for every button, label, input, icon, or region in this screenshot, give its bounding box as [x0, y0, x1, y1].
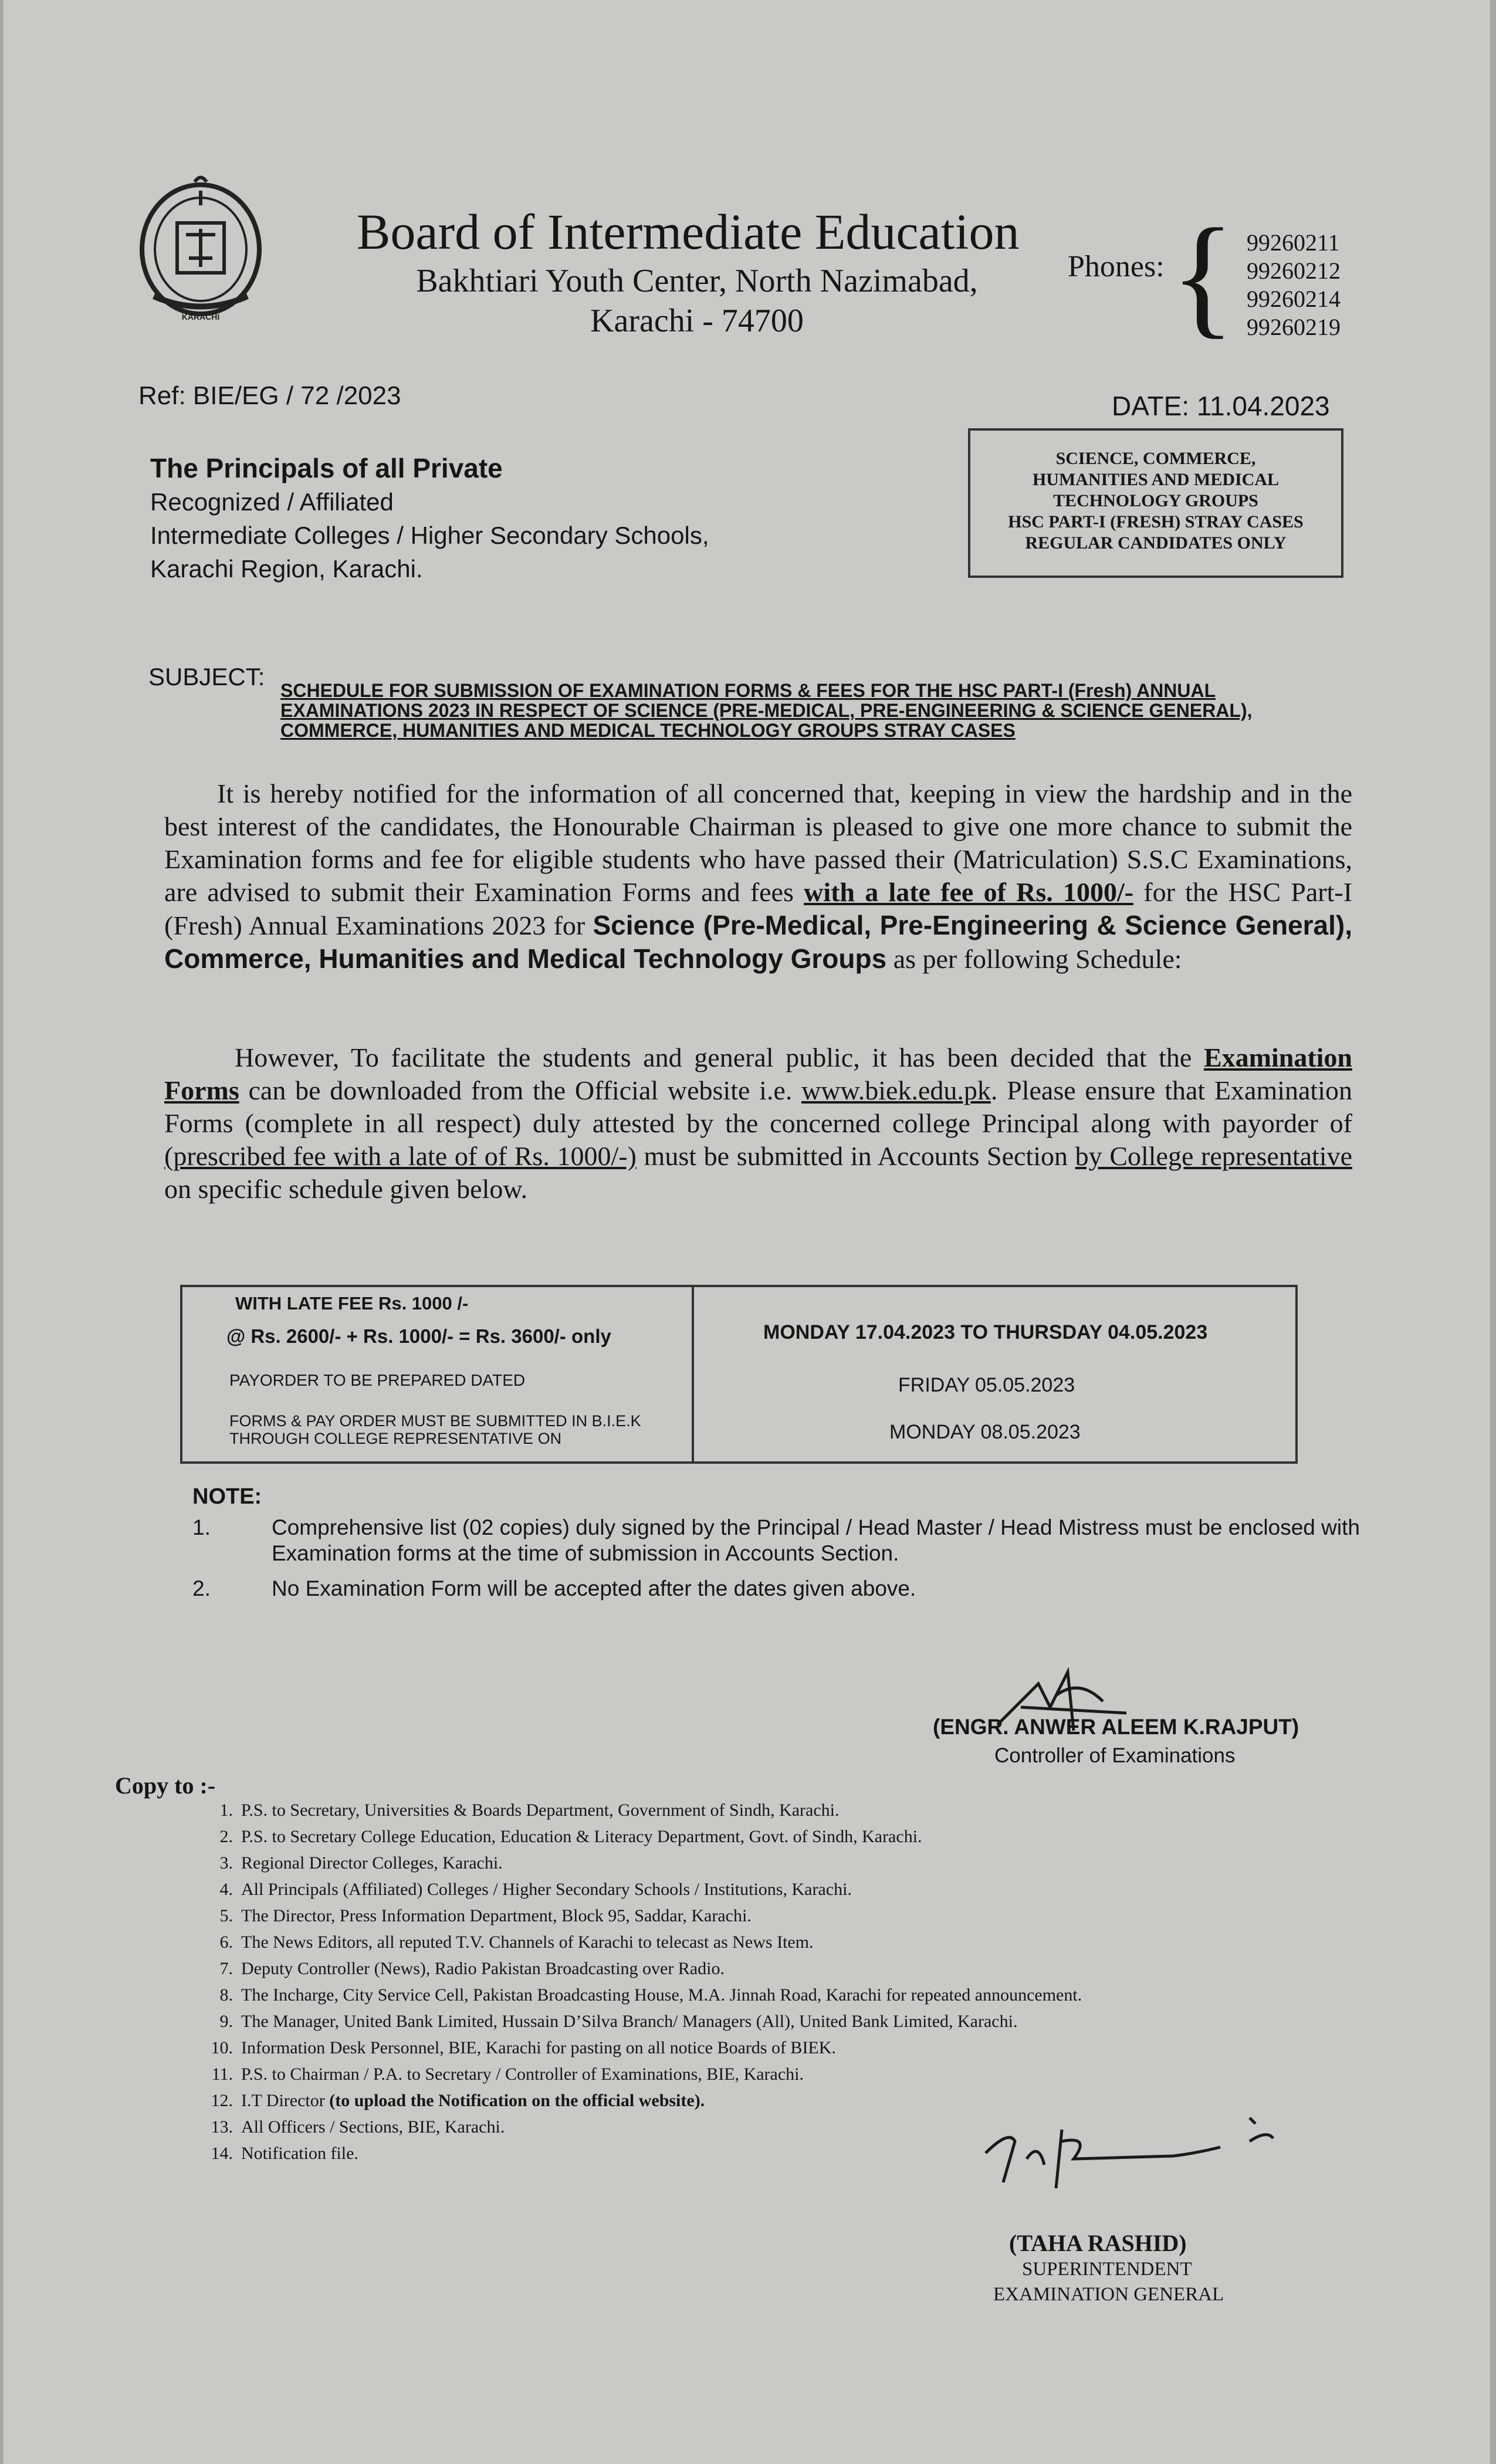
- superintendent-department: EXAMINATION GENERAL: [993, 2284, 1224, 2305]
- item-number: 5.: [219, 1906, 233, 1925]
- item-text: The News Editors, all reputed T.V. Channels of Karachi to telecast as News Item.: [241, 1932, 814, 1952]
- category-line: REGULAR CANDIDATES ONLY: [1025, 533, 1287, 553]
- superintendent-name: (TAHA RASHID): [1009, 2230, 1187, 2256]
- item-text: Regional Director Colleges, Karachi.: [241, 1853, 503, 1873]
- item-text: The Manager, United Bank Limited, Hussain D’Silva Branch/ Managers (All), United Bank Limited, Karachi.: [241, 2012, 1018, 2031]
- subject-label: SUBJECT:: [148, 663, 265, 691]
- scan-edge-left: [0, 0, 4, 2464]
- phone-number: 99260214: [1247, 286, 1341, 312]
- submit-label: [229, 1412, 641, 1447]
- seal-text: KARACHI: [181, 312, 220, 321]
- list-item: [202, 1876, 1082, 1903]
- note-text: Comprehensive list (02 copies) duly signed by the Principal / Head Master / Head Mistress must be enclosed with Examination forms at the time of submission in Accounts Section.: [272, 1515, 1360, 1565]
- item-number: 1.: [219, 1800, 233, 1820]
- fee-calculation: @ Rs. 2600/- + Rs. 1000/- = Rs. 3600/- only: [226, 1325, 611, 1347]
- para2-text: . Please ensure that Examination Forms (complete in all respect) duly attested by the concerned college Principal along with payorder of: [164, 1075, 1352, 1138]
- para1-text: for the HSC Part-I (Fresh) Annual Examinations 2023 for: [164, 877, 1353, 940]
- addressee-line-4: Karachi Region, Karachi.: [150, 555, 423, 583]
- item-number: 7.: [219, 1959, 233, 1978]
- list-item: [202, 1797, 1082, 1823]
- phone-number: 99260212: [1247, 258, 1341, 284]
- list-item: [202, 2114, 1082, 2140]
- item-number: 4.: [219, 1880, 233, 1899]
- item-number: 3.: [219, 1853, 233, 1873]
- groups-text: Science (Pre-Medical, Pre-Engineering & Science General), Commerce, Humanities and Medical Technology Groups: [164, 910, 1352, 974]
- late-fee-text: with a late fee of Rs. 1000/-: [804, 877, 1134, 907]
- board-name: Board of Intermediate Education: [357, 204, 1020, 260]
- superintendent-signature: [974, 2106, 1279, 2206]
- item-text: The Incharge, City Service Cell, Pakistan Broadcasting House, M.A. Jinnah Road, Karachi for repeated announcement.: [241, 1985, 1082, 2005]
- list-item: [202, 1982, 1082, 2008]
- addressee-line-2: Recognized / Affiliated: [150, 488, 394, 516]
- list-item: [202, 2061, 1082, 2087]
- address-line-1: Bakhtiari Youth Center, North Nazimabad,: [416, 263, 978, 299]
- prescribed-fee-text: (prescribed fee with a late of of Rs. 1000/-): [164, 1141, 637, 1171]
- item-text: P.S. to Secretary, Universities & Boards Department, Government of Sindh, Karachi.: [241, 1800, 840, 1820]
- phone-number: 99260219: [1247, 314, 1341, 340]
- para2-text: on specific schedule given below.: [164, 1174, 528, 1204]
- examination-forms-text: Examination Forms: [164, 1043, 1352, 1105]
- item-number: 14.: [211, 2144, 233, 2163]
- list-item: [202, 1903, 1082, 1929]
- submit-date: MONDAY 08.05.2023: [889, 1421, 1081, 1443]
- fee-title: WITH LATE FEE Rs. 1000 /-: [235, 1293, 469, 1314]
- category-line: HSC PART-I (FRESH) STRAY CASES: [1008, 512, 1304, 532]
- item-number: 9.: [219, 2012, 233, 2031]
- list-item: [202, 2008, 1082, 2035]
- item-text: Notification file.: [241, 2144, 358, 2163]
- note-number: 1.: [192, 1515, 211, 1539]
- item-text: All Principals (Affiliated) Colleges / Higher Secondary Schools / Institutions, Karachi.: [241, 1880, 852, 1899]
- category-line: TECHNOLOGY GROUPS: [1053, 491, 1258, 510]
- controller-name: (ENGR. ANWER ALEEM K.RAJPUT): [933, 1715, 1299, 1739]
- phones-brace: {: [1170, 201, 1236, 350]
- para2-text: However, To facilitate the students and general public, it has been decided that the: [235, 1043, 1204, 1072]
- category-line: SCIENCE, COMMERCE,: [1055, 449, 1256, 468]
- submit-label-line: THROUGH COLLEGE REPRESENTATIVE ON: [229, 1430, 562, 1447]
- item-text: P.S. to Chairman / P.A. to Secretary / Controller of Examinations, BIE, Karachi.: [241, 2064, 804, 2084]
- fee-period: MONDAY 17.04.2023 TO THURSDAY 04.05.2023: [763, 1321, 1208, 1343]
- item-number: 8.: [219, 1985, 233, 2005]
- item-number: 10.: [211, 2038, 233, 2057]
- body-paragraph-1: [164, 777, 1352, 976]
- letter-date: DATE: 11.04.2023: [1112, 391, 1330, 421]
- payorder-date: FRIDAY 05.05.2023: [898, 1374, 1075, 1396]
- list-item: [202, 2140, 1082, 2167]
- item-number: 6.: [219, 1932, 233, 1952]
- list-item: [202, 1850, 1082, 1876]
- superintendent-title: SUPERINTENDENT: [1022, 2259, 1192, 2280]
- item-text: Information Desk Personnel, BIE, Karachi for pasting on all notice Boards of BIEK.: [241, 2038, 836, 2057]
- website-link[interactable]: www.biek.edu.pk: [801, 1075, 991, 1105]
- table-divider: [692, 1287, 694, 1461]
- item-text: I.T Director: [241, 2091, 330, 2110]
- board-seal-logo: [130, 170, 271, 323]
- para2-text: can be downloaded from the Official website i.e.: [239, 1075, 802, 1105]
- addressee-block: [150, 452, 709, 585]
- item-number: 13.: [211, 2117, 233, 2137]
- note-number: 2.: [192, 1576, 211, 1600]
- list-item: [202, 1823, 1082, 1850]
- college-rep-text: by College representative: [1075, 1141, 1352, 1171]
- item-number: 2.: [219, 1827, 233, 1846]
- note-item: [192, 1576, 1360, 1602]
- list-item: [202, 2087, 1082, 2114]
- phone-number: 99260211: [1247, 229, 1340, 256]
- item-number: 12.: [211, 2091, 233, 2110]
- phone-numbers: [1247, 229, 1341, 341]
- note-heading: NOTE:: [192, 1484, 262, 1509]
- phones-label: Phones:: [1068, 250, 1165, 283]
- addressee-line-3: Intermediate Colleges / Higher Secondary Schools,: [150, 522, 709, 549]
- board-address: [392, 261, 1002, 341]
- list-item: [202, 1955, 1082, 1982]
- body-paragraph-2: [164, 1041, 1352, 1206]
- list-item: [202, 2035, 1082, 2061]
- copy-to-heading: Copy to :-: [115, 1772, 216, 1799]
- list-item: [202, 1929, 1082, 1955]
- note-text: No Examination Form will be accepted after the dates given above.: [272, 1576, 916, 1600]
- address-line-2: Karachi - 74700: [590, 303, 804, 339]
- item-text: All Officers / Sections, BIE, Karachi.: [241, 2117, 505, 2137]
- item-number: 11.: [211, 2064, 233, 2084]
- item-text: Deputy Controller (News), Radio Pakistan Broadcasting over Radio.: [241, 1959, 725, 1978]
- category-line: HUMANITIES AND MEDICAL: [1032, 470, 1280, 489]
- item-text: The Director, Press Information Department, Block 95, Saddar, Karachi.: [241, 1906, 752, 1925]
- category-box: [968, 428, 1343, 578]
- item-text-bold: (to upload the Notification on the official website).: [329, 2091, 705, 2110]
- reference-number: Ref: BIE/EG / 72 /2023: [138, 381, 401, 410]
- schedule-table: [180, 1285, 1298, 1464]
- para1-text: as per following Schedule:: [886, 944, 1182, 974]
- para2-text: must be submitted in Accounts Section: [636, 1141, 1075, 1171]
- submit-label-line: FORMS & PAY ORDER MUST BE SUBMITTED IN B.I.E.K: [229, 1412, 641, 1430]
- item-text: P.S. to Secretary College Education, Education & Literacy Department, Govt. of Sindh, Karachi.: [241, 1827, 922, 1846]
- subject-text: SCHEDULE FOR SUBMISSION OF EXAMINATION FORMS & FEES FOR THE HSC PART-I (Fresh) ANNUAL EXAMINATIONS 2023 IN RESPECT OF SCIENCE (PRE-MEDICAL, PRE-ENGINEERING & SCIENCE GENERAL), COMMERCE, HUMANITIES AND MEDICAL TECHNOLOGY GROUPS STRAY CASES: [280, 680, 1253, 741]
- note-item: [192, 1515, 1360, 1566]
- copy-to-list: [202, 1797, 1082, 2167]
- controller-title: Controller of Examinations: [994, 1744, 1236, 1767]
- addressee-line-1: The Principals of all Private: [150, 453, 503, 483]
- payorder-label: PAYORDER TO BE PREPARED DATED: [229, 1371, 526, 1389]
- para1-text: It is hereby notified for the information of all concerned that, keeping in view the hardship and in the best interest of the candidates, the Honourable Chairman is pleased to give one more chance to submit the Examination forms and fee for eligible students who have passed their (Matriculation) S.S.C Examinations, are advised to submit their Examination Forms and fees: [164, 779, 1352, 907]
- scan-edge-right: [1490, 0, 1496, 2464]
